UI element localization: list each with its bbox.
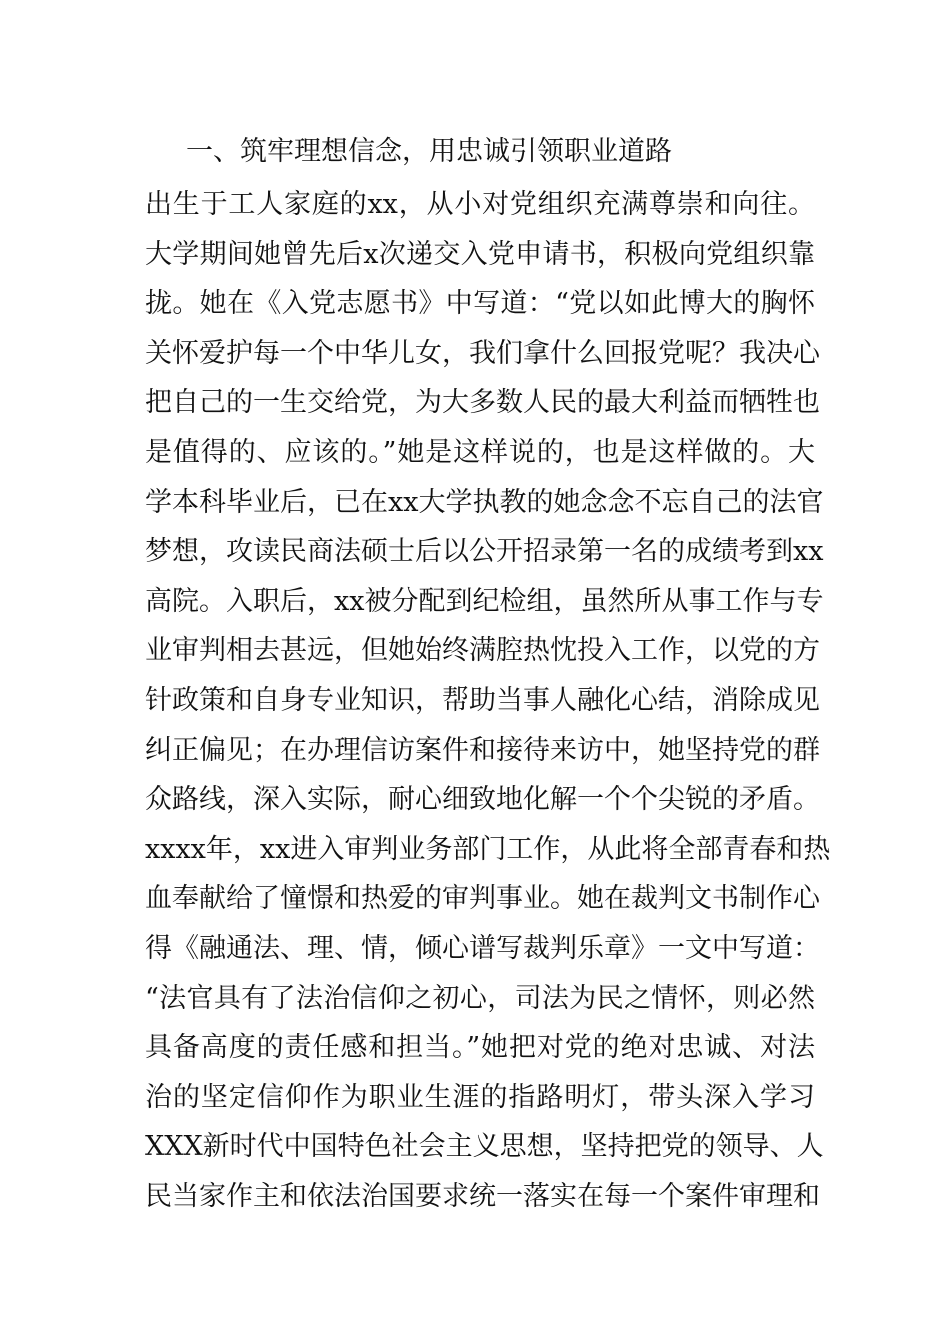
section-heading: 一、筑牢理想信念，用忠诚引领职业道路 [186, 136, 672, 167]
text-line: 拢。她在《入党志愿书》中写道：“党以如此博大的胸怀 [145, 288, 815, 320]
text-line: 大学期间她曾先后x次递交入党申请书，积极向党组织靠 [145, 238, 815, 270]
text-line: 治的坚定信仰作为职业生涯的指路明灯，带头深入学习 [145, 1081, 815, 1113]
text-line: 高院。入职后，xx被分配到纪检组，虽然所从事工作与专 [145, 585, 824, 617]
text-line: 业审判相去甚远，但她始终满腔热忱投入工作，以党的方 [145, 635, 820, 667]
text-line: 针政策和自身专业知识，帮助当事人融化心结，消除成见 [145, 684, 820, 716]
text-line: 关怀爱护每一个中华儿女，我们拿什么回报党呢？我决心 [145, 337, 820, 369]
text-line: 民当家作主和依法治国要求统一落实在每一个案件审理和 [145, 1180, 820, 1212]
text-line: 是值得的、应该的。”她是这样说的，也是这样做的。大 [145, 436, 815, 468]
text-line: 梦想，攻读民商法硕士后以公开招录第一名的成绩考到xx [145, 536, 824, 568]
text-line: XXX新时代中国特色社会主义思想，坚持把党的领导、人 [145, 1131, 824, 1163]
text-line: 具备高度的责任感和担当。”她把对党的绝对忠诚、对法 [145, 1032, 815, 1064]
text-line: xxxx年，xx进入审判业务部门工作，从此将全部青春和热 [145, 833, 831, 865]
text-line: 学本科毕业后，已在xx大学执教的她念念不忘自己的法官 [145, 486, 824, 518]
body-paragraph [145, 180, 831, 1221]
text-line: 血奉献给了憧憬和热爱的审判事业。她在裁判文书制作心 [145, 883, 820, 915]
text-line: 众路线，深入实际，耐心细致地化解一个个尖锐的矛盾。 [145, 784, 820, 816]
text-line: “法官具有了法治信仰之初心，司法为民之情怀，则必然 [145, 982, 815, 1014]
text-line: 得《融通法、理、情，倾心谱写裁判乐章》一文中写道： [145, 932, 820, 964]
text-line: 把自己的一生交给党，为大多数人民的最大利益而牺牲也 [145, 387, 820, 419]
text-line: 出生于工人家庭的xx，从小对党组织充满尊崇和向往。 [145, 189, 815, 220]
text-line: 纠正偏见；在办理信访案件和接待来访中，她坚持党的群 [145, 734, 820, 766]
